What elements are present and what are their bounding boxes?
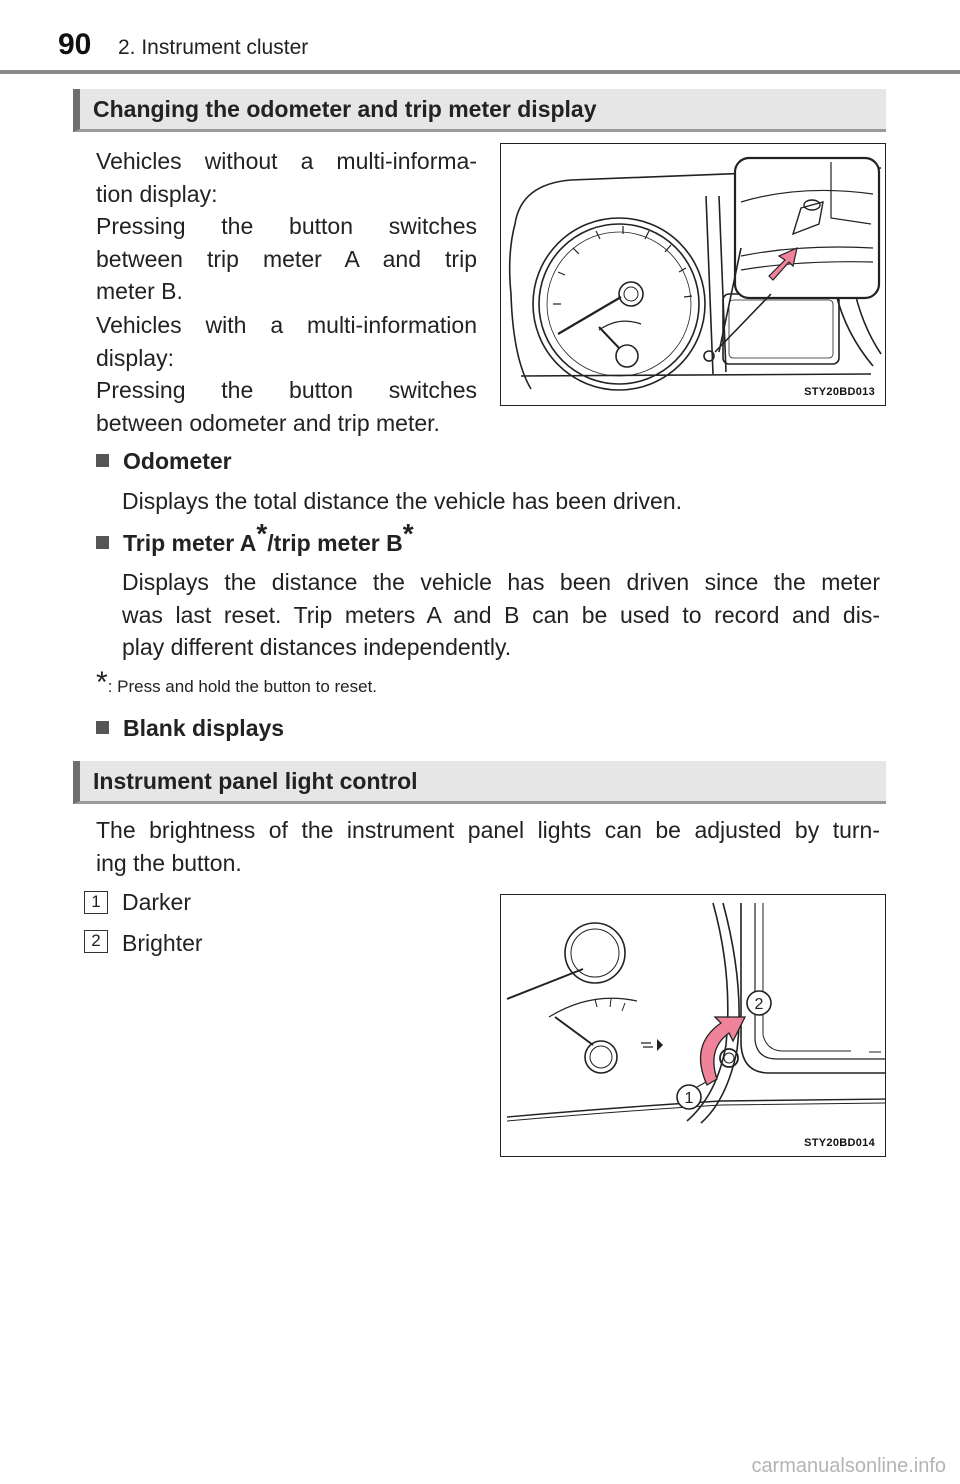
bullet-square-icon [96, 536, 109, 549]
section-heading-odometer-text: Changing the odometer and trip meter display [93, 96, 597, 122]
bullet-odometer-label: Odometer [123, 448, 232, 474]
para-line: Vehicles without a multi-informa- [96, 148, 477, 174]
figure-code: STY20BD013 [804, 386, 875, 398]
bullet-square-icon [96, 721, 109, 734]
para-line: display: [96, 344, 174, 371]
item-number-1: 1 [84, 891, 108, 914]
item-number-2: 2 [84, 930, 108, 953]
bullet-trip-meter [96, 518, 414, 557]
watermark: carmanualsonline.info [751, 1455, 946, 1477]
cluster-drawing [501, 144, 886, 406]
figure-code: STY20BD014 [804, 1137, 875, 1149]
footnote-asterisk: * [96, 666, 108, 699]
footnote [96, 666, 378, 699]
odometer-description: Displays the total distance the vehicle has been driven. [122, 488, 682, 514]
para-line: ing the button. [96, 849, 242, 876]
para-line: between trip meter A and trip [96, 245, 477, 272]
para-line: between odometer and trip meter. [96, 409, 440, 436]
callout-1-label: 1 [684, 1090, 694, 1107]
footnote-text: : Press and hold the button to reset. [107, 677, 378, 696]
para-line: was last reset. Trip meters A and B can be used to record and dis- [122, 601, 880, 628]
section-heading-odometer [73, 89, 886, 132]
header-rule [0, 70, 960, 74]
bullet-square-icon [96, 454, 109, 467]
page-number: 90 [58, 28, 92, 61]
para-line: meter B. [96, 278, 183, 304]
panel-light-knob-illustration [500, 894, 886, 1157]
section-heading-panel-light-text: Instrument panel light control [93, 768, 418, 794]
bullet-trip-b-label: /trip meter B [267, 530, 403, 556]
asterisk-mark: * [256, 518, 268, 549]
para-line: The brightness of the instrument panel lights can be adjusted by turn- [96, 817, 880, 843]
bullet-trip-a-label: Trip meter A [123, 530, 257, 556]
para-line: Pressing the button switches [96, 377, 477, 403]
chapter-title: 2. Instrument cluster [118, 36, 309, 59]
para-line: play different distances independently. [122, 634, 512, 660]
para-line: tion display: [96, 180, 218, 207]
item-brighter: Brighter [122, 930, 203, 956]
para-without-mid [96, 145, 477, 308]
bullet-blank-label: Blank displays [123, 715, 285, 741]
odometer-button-illustration [500, 143, 886, 406]
para-line: Pressing the button switches [96, 213, 477, 239]
para-line: Displays the distance the vehicle has been driven since the meter [122, 569, 880, 595]
callout-2-label: 2 [754, 996, 764, 1013]
asterisk-mark: * [402, 518, 414, 549]
bullet-odometer [96, 448, 232, 475]
trip-description [122, 566, 880, 664]
section-heading-panel-light [73, 761, 886, 804]
para-line: Vehicles with a multi-information [96, 312, 477, 338]
knob-drawing [501, 895, 886, 1157]
item-darker: Darker [122, 889, 192, 915]
para-with-mid [96, 309, 477, 439]
bullet-blank-displays [96, 715, 284, 742]
panel-light-description [96, 814, 880, 879]
